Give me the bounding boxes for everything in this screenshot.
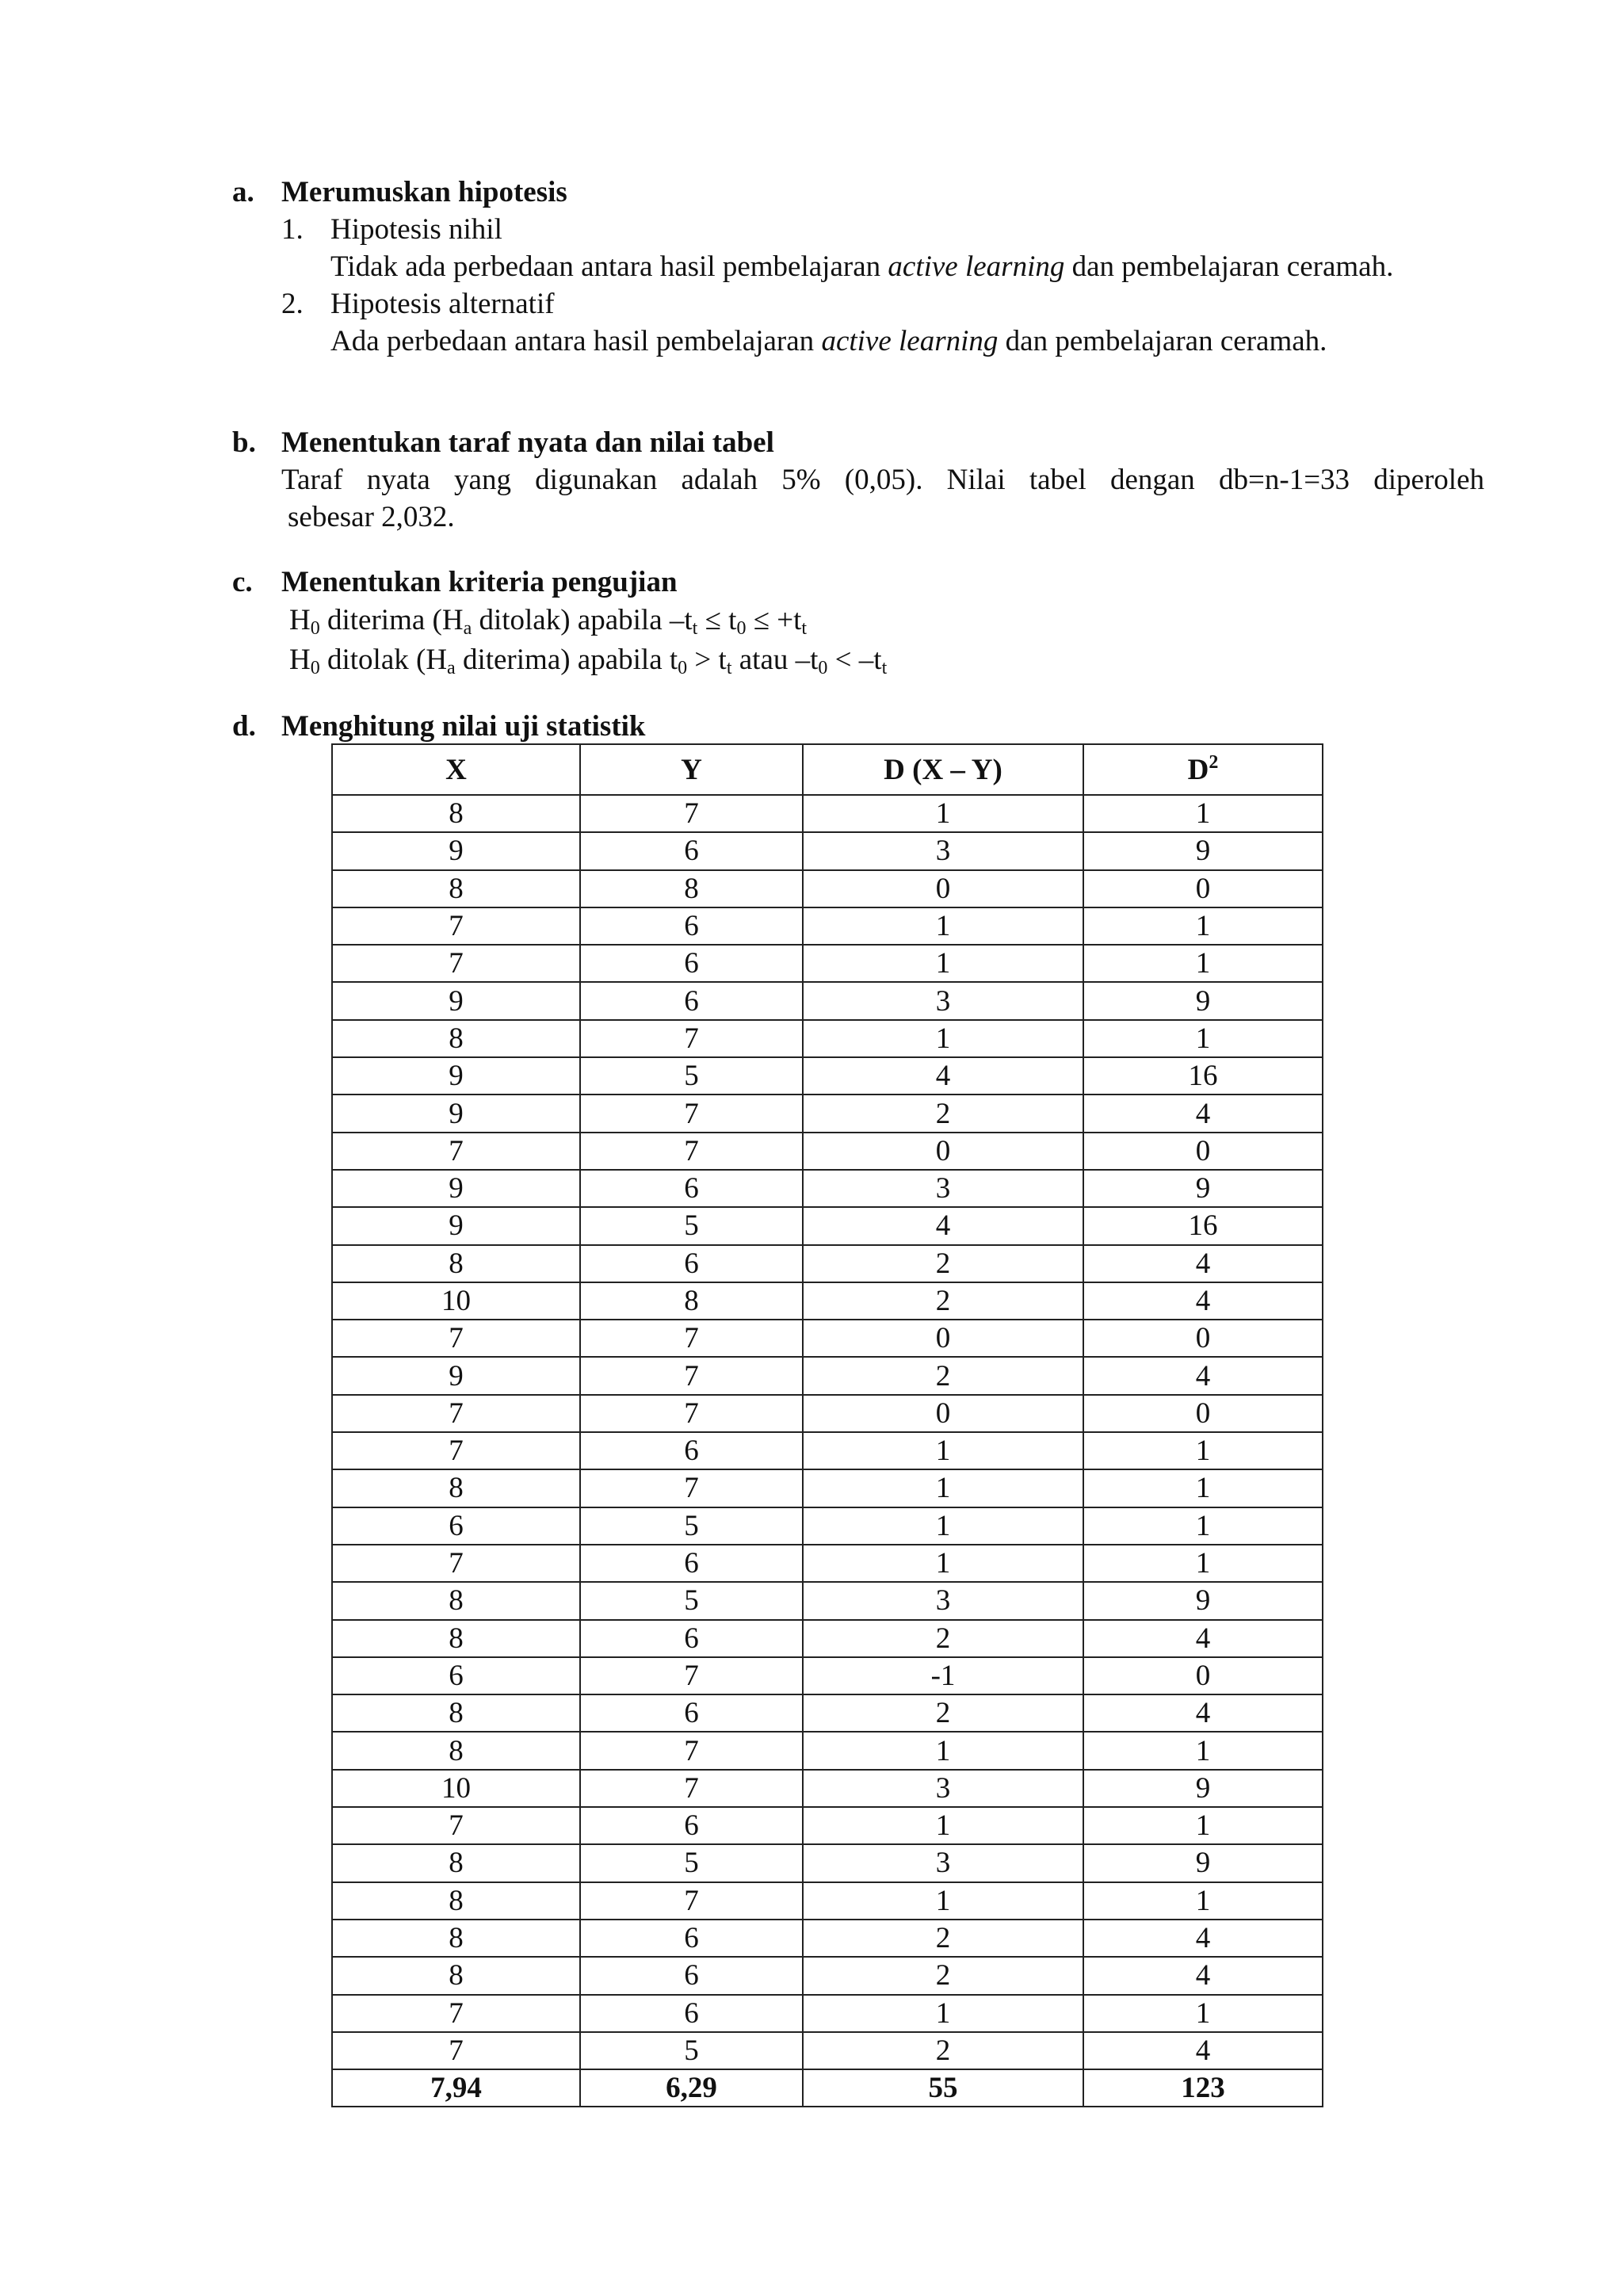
section-d-letter: d. [232,710,256,743]
cell-d-squared: 9 [1083,1844,1323,1881]
cell-d-squared: 4 [1083,1245,1323,1282]
cell-d-squared: 0 [1083,1320,1323,1357]
section-b [232,424,1484,536]
section-b-letter: b. [232,426,256,459]
table-row [332,1657,1323,1694]
cell-x: 7 [332,1545,580,1582]
cell-d-squared: 4 [1083,1282,1323,1320]
table-row [332,1507,1323,1545]
section-c-heading [232,563,1484,601]
cell-x: 8 [332,1920,580,1957]
table-row [332,907,1323,945]
cell-y: 6 [580,832,803,869]
cell-y: 6 [580,1170,803,1207]
header-y: Y [580,744,803,795]
cell-x: 8 [332,1582,580,1619]
cell-y: 6 [580,945,803,982]
cell-y: 5 [580,1207,803,1244]
cell-d: 2 [803,1694,1083,1732]
cell-y: 6 [580,1620,803,1657]
criterion-reject-h: H [289,644,311,676]
cell-d-squared: 1 [1083,795,1323,832]
criterion-accept-c: ≤ t [697,604,737,636]
section-a-heading [232,174,1484,211]
cell-y: 6 [580,982,803,1019]
cell-d-squared: 9 [1083,832,1323,869]
cell-y: 7 [580,1320,803,1357]
hypothesis-2-text [330,323,1484,360]
table-body [332,795,1323,2107]
criterion-accept-a-sub: a [463,618,472,639]
cell-y: 7 [580,1357,803,1394]
cell-d: 2 [803,1095,1083,1132]
section-c-title: Menentukan kriteria pengujian [281,566,678,598]
cell-y: 6 [580,907,803,945]
cell-d: 4 [803,1057,1083,1095]
header-d-squared-sup: 2 [1209,751,1219,773]
section-b-line-1: Taraf nyata yang digunakan adalah 5% (0,05). Nilai tabel dengan db=n-1=33 diperoleh [281,464,1484,496]
table-row [332,1882,1323,1920]
cell-d-squared: 0 [1083,1657,1323,1694]
table-row [332,1807,1323,1844]
table-row [332,1432,1323,1469]
cell-x: 8 [332,1844,580,1881]
cell-d: 3 [803,1844,1083,1881]
header-d-squared [1083,744,1323,795]
cell-d-squared: 1 [1083,1545,1323,1582]
cell-y: 5 [580,1582,803,1619]
hypothesis-1-title: Hipotesis nihil [330,213,502,246]
cell-d: 0 [803,1133,1083,1170]
cell-x: 7 [332,1807,580,1844]
table-row [332,982,1323,1019]
cell-d: 2 [803,1357,1083,1394]
cell-d-squared: 1 [1083,1807,1323,1844]
cell-y: 8 [580,1282,803,1320]
table-row [332,1245,1323,1282]
table-row [332,1320,1323,1357]
section-d [232,708,1484,745]
cell-x: 7 [332,1995,580,2032]
cell-x: 8 [332,1957,580,1994]
cell-d-squared: 1 [1083,1507,1323,1545]
cell-y: 7 [580,1657,803,1694]
cell-d: 0 [803,870,1083,907]
cell-d-squared: 9 [1083,1170,1323,1207]
total-d-squared: 123 [1083,2069,1323,2107]
table-row [332,1207,1323,1244]
cell-d: 2 [803,2032,1083,2069]
cell-x: 8 [332,1245,580,1282]
cell-d-squared: 1 [1083,1432,1323,1469]
cell-y: 5 [580,1507,803,1545]
criterion-accept-d-sub: t [801,618,808,639]
cell-d: 0 [803,1320,1083,1357]
cell-d: 1 [803,907,1083,945]
cell-d: 1 [803,1020,1083,1057]
cell-d: 2 [803,1245,1083,1282]
section-b-text [281,461,1484,536]
cell-d-squared: 4 [1083,1920,1323,1957]
criterion-reject-b-sub: 0 [678,658,688,678]
cell-d-squared: 9 [1083,982,1323,1019]
table-row [332,795,1323,832]
table-row [332,870,1323,907]
cell-d: 1 [803,1882,1083,1920]
cell-d: 3 [803,1170,1083,1207]
cell-d: 2 [803,1282,1083,1320]
section-b-heading [232,424,1484,461]
section-a-title: Merumuskan hipotesis [281,176,567,208]
cell-y: 5 [580,1057,803,1095]
cell-y: 7 [580,1732,803,1769]
criterion-accept-b: ditolak) apabila –t [472,604,693,636]
cell-d: 4 [803,1207,1083,1244]
cell-x: 8 [332,1469,580,1507]
table-row [332,1020,1323,1057]
table-row [332,1545,1323,1582]
cell-d-squared: 1 [1083,1732,1323,1769]
cell-d-squared: 1 [1083,907,1323,945]
criterion-accept-a: diterima (H [319,604,464,636]
table-row [332,1057,1323,1095]
hypothesis-1-heading [232,211,1484,248]
cell-x: 9 [332,1207,580,1244]
hypothesis-2-text-em: active learning [821,325,999,357]
section-a-letter: a. [232,176,254,208]
cell-x: 9 [332,1057,580,1095]
cell-y: 6 [580,1995,803,2032]
cell-d-squared: 9 [1083,1582,1323,1619]
header-d-squared-base: D [1187,753,1209,786]
table-row [332,1844,1323,1881]
criterion-accept-h: H [289,604,311,636]
criterion-reject-a: ditolak (H [319,644,448,676]
section-d-heading [232,708,1484,745]
cell-d-squared: 0 [1083,1133,1323,1170]
hypothesis-2-number: 2. [281,288,304,320]
cell-d-squared: 1 [1083,1469,1323,1507]
cell-y: 6 [580,1245,803,1282]
cell-x: 8 [332,870,580,907]
total-d: 55 [803,2069,1083,2107]
header-x: X [332,744,580,795]
cell-y: 6 [580,1432,803,1469]
table-row [332,1170,1323,1207]
cell-y: 7 [580,1095,803,1132]
cell-d-squared: 16 [1083,1207,1323,1244]
cell-y: 7 [580,795,803,832]
criterion-accept-b-sub: t [692,618,698,639]
cell-d-squared: 1 [1083,1995,1323,2032]
cell-d: 2 [803,1620,1083,1657]
cell-d-squared: 4 [1083,1694,1323,1732]
cell-d-squared: 1 [1083,945,1323,982]
section-b-line-2: sebesar 2,032. [288,501,455,533]
cell-x: 9 [332,832,580,869]
cell-d-squared: 4 [1083,1620,1323,1657]
table-row [332,2032,1323,2069]
criterion-accept-d: ≤ +t [746,604,802,636]
cell-y: 6 [580,1545,803,1582]
table-row [332,1469,1323,1507]
cell-d: 1 [803,945,1083,982]
cell-d-squared: 0 [1083,1395,1323,1432]
cell-x: 7 [332,907,580,945]
cell-x: 9 [332,1170,580,1207]
criterion-reject-b: diterima) apabila t [455,644,678,676]
cell-d: 2 [803,1957,1083,1994]
cell-d: 1 [803,1545,1083,1582]
table-row [332,1732,1323,1769]
cell-y: 8 [580,870,803,907]
cell-x: 6 [332,1507,580,1545]
cell-y: 7 [580,1395,803,1432]
criterion-reject-d: atau –t [731,644,819,676]
cell-d-squared: 4 [1083,1095,1323,1132]
cell-d: 1 [803,1995,1083,2032]
table-row [332,1620,1323,1657]
table-total-row [332,2069,1323,2107]
cell-x: 7 [332,1395,580,1432]
cell-d: 1 [803,795,1083,832]
table-row [332,1282,1323,1320]
criterion-reject-a-sub: a [447,658,456,678]
cell-x: 9 [332,1357,580,1394]
cell-x: 8 [332,1620,580,1657]
section-d-title: Menghitung nilai uji statistik [281,710,646,743]
cell-y: 6 [580,1920,803,1957]
section-b-title: Menentukan taraf nyata dan nilai tabel [281,426,774,459]
table-row [332,1770,1323,1807]
cell-x: 9 [332,1095,580,1132]
cell-d-squared: 9 [1083,1770,1323,1807]
table-row [332,1395,1323,1432]
hypothesis-2-title: Hipotesis alternatif [330,288,555,320]
criterion-reject-e: < –t [827,644,882,676]
cell-x: 7 [332,1133,580,1170]
hypothesis-2-text-after: dan pembelajaran ceramah. [998,325,1327,357]
hypothesis-1-text [330,248,1484,285]
cell-d-squared: 4 [1083,1357,1323,1394]
cell-x: 8 [332,1020,580,1057]
cell-d-squared: 4 [1083,2032,1323,2069]
hypothesis-2-text-before: Ada perbedaan antara hasil pembelajaran [330,325,822,357]
cell-x: 7 [332,1432,580,1469]
cell-d: 1 [803,1432,1083,1469]
table-row [332,832,1323,869]
cell-y: 7 [580,1133,803,1170]
cell-d-squared: 1 [1083,1882,1323,1920]
cell-x: 10 [332,1770,580,1807]
table-row [332,945,1323,982]
hypothesis-1-text-em: active learning [888,250,1065,283]
cell-d: 3 [803,832,1083,869]
criterion-reject-d-sub: 0 [818,658,828,678]
cell-d: 0 [803,1395,1083,1432]
cell-y: 5 [580,1844,803,1881]
criterion-accept-h-sub: 0 [310,618,320,639]
cell-y: 6 [580,1694,803,1732]
table-row [332,1133,1323,1170]
cell-x: 8 [332,1732,580,1769]
cell-d-squared: 16 [1083,1057,1323,1095]
table-row [332,1920,1323,1957]
hypothesis-2-heading [232,285,1484,323]
cell-d: 2 [803,1920,1083,1957]
cell-x: 7 [332,2032,580,2069]
cell-x: 6 [332,1657,580,1694]
cell-x: 9 [332,982,580,1019]
cell-d: 3 [803,1770,1083,1807]
hypothesis-1-number: 1. [281,213,304,246]
cell-d: 1 [803,1507,1083,1545]
hypothesis-1-text-after: dan pembelajaran ceramah. [1064,250,1394,283]
table-row [332,1995,1323,2032]
cell-y: 5 [580,2032,803,2069]
section-c [232,563,1484,680]
total-y: 6,29 [580,2069,803,2107]
cell-x: 8 [332,1882,580,1920]
cell-d-squared: 4 [1083,1957,1323,1994]
cell-x: 8 [332,795,580,832]
section-c-letter: c. [232,566,253,598]
criterion-reject-h-sub: 0 [310,658,320,678]
table-row [332,1582,1323,1619]
cell-x: 10 [332,1282,580,1320]
criterion-accept-c-sub: 0 [736,618,747,639]
table-row [332,1357,1323,1394]
cell-y: 6 [580,1807,803,1844]
cell-d-squared: 0 [1083,870,1323,907]
cell-d: 1 [803,1469,1083,1507]
cell-y: 7 [580,1770,803,1807]
cell-d: 3 [803,982,1083,1019]
cell-y: 7 [580,1020,803,1057]
cell-d-squared: 1 [1083,1020,1323,1057]
cell-x: 8 [332,1694,580,1732]
criterion-accept [289,601,1484,640]
criterion-reject [289,640,1484,680]
total-x: 7,94 [332,2069,580,2107]
table-row [332,1694,1323,1732]
statistics-table [331,743,1323,2107]
cell-d: -1 [803,1657,1083,1694]
cell-x: 7 [332,1320,580,1357]
table-row [332,1095,1323,1132]
cell-y: 7 [580,1469,803,1507]
criterion-reject-c: > t [687,644,727,676]
cell-y: 7 [580,1882,803,1920]
table-header-row [332,744,1323,795]
cell-x: 7 [332,945,580,982]
criterion-reject-e-sub: t [881,658,888,678]
header-d: D (X – Y) [803,744,1083,795]
section-a [232,174,1484,360]
table-row [332,1957,1323,1994]
cell-d: 1 [803,1732,1083,1769]
cell-d: 3 [803,1582,1083,1619]
criterion-reject-c-sub: t [726,658,732,678]
statistics-table-wrapper [331,743,1323,2107]
cell-d: 1 [803,1807,1083,1844]
hypothesis-1-text-before: Tidak ada perbedaan antara hasil pembelajaran [330,250,888,283]
cell-y: 6 [580,1957,803,1994]
